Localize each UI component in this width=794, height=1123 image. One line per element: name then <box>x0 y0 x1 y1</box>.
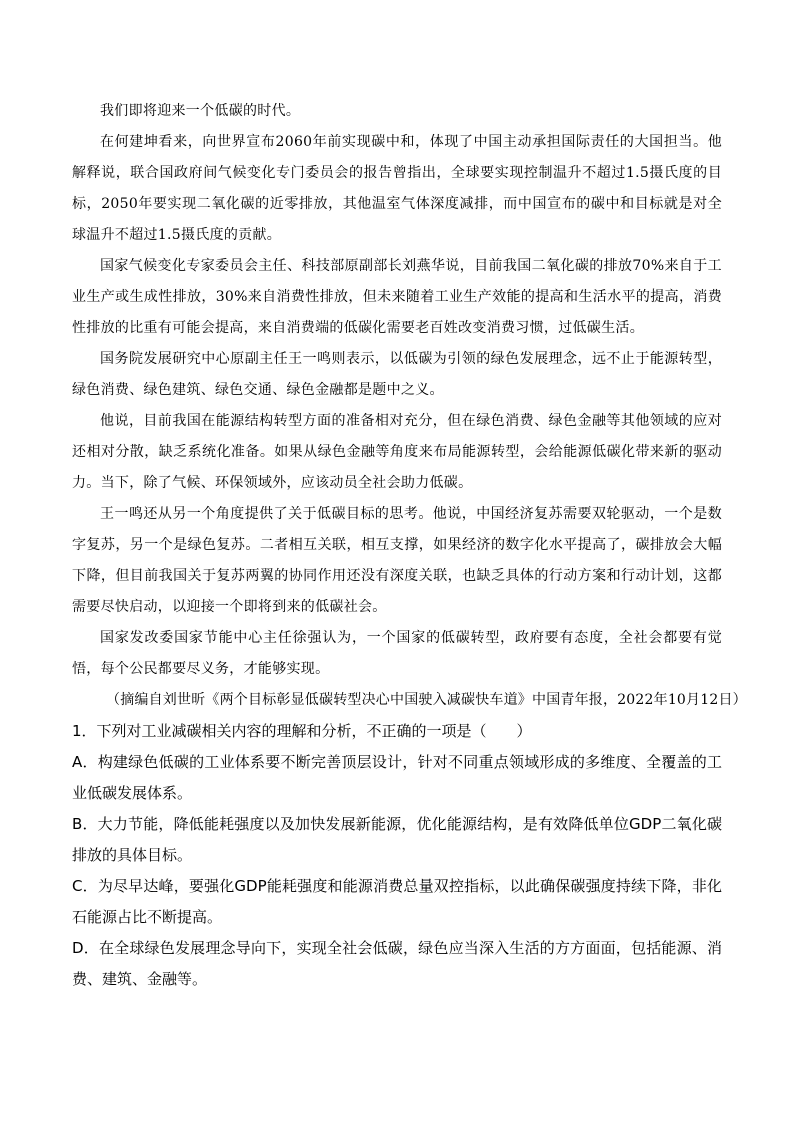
option-a: A．构建绿色低碳的工业体系要不断完善顶层设计，针对不同重点领域形成的多维度、全覆盖的工业低碳发展体系。 <box>72 753 722 802</box>
question-stem: 1．下列对工业减碳相关内容的理解和分析，不正确的一项是（ ） <box>72 722 532 740</box>
article-paragraph: 国家气候变化专家委员会主任、科技部原副部长刘燕华说，目前我国二氧化碳的排放70%来自于工业生产或生成性排放，30%来自消费性排放，但未来随着工业生产效能的提高和生活水平的提高，消费性排放的比重有可能会提高，来自消费端的低碳化需要老百姓改变消费习惯，过低碳生活。 <box>72 258 722 336</box>
option-b: B．大力节能，降低能耗强度以及加快发展新能源，优化能源结构，是有效降低单位GDP二氧化碳排放的具体目标。 <box>72 815 722 864</box>
article-paragraph: 在何建坤看来，向世界宣布2060年前实现碳中和，体现了中国主动承担国际责任的大国担当。他解释说，联合国政府间气候变化专门委员会的报告曾指出，全球要实现控制温升不超过1.5摄氏度的目标，2050年要实现二氧化碳的近零排放，其他温室气体深度减排，而中国宣布的碳中和目标就是对全球温升不超过1.5摄氏度的贡献。 <box>72 134 722 243</box>
article-paragraph: 我们即将迎来一个低碳的时代。 <box>100 103 301 119</box>
option-d: D．在全球绿色发展理念导向下，实现全社会低碳，绿色应当深入生活的方方面面，包括能源、消费、建筑、金融等。 <box>72 939 722 988</box>
article-source: （摘编自刘世昕《两个目标彰显低碳转型决心中国驶入减碳快车道》中国青年报，2022年10月12日） <box>106 692 747 708</box>
article-paragraph: 王一鸣还从另一个角度提供了关于低碳目标的思考。他说，中国经济复苏需要双轮驱动，一个是数字复苏，另一个是绿色复苏。二者相互关联，相互支撑，如果经济的数字化水平提高了，碳排放会大幅下降，但目前我国关于复苏两翼的协同作用还没有深度关联，也缺乏具体的行动方案和行动计划，这都需要尽快启动，以迎接一个即将到来的低碳社会。 <box>72 506 722 615</box>
option-c: C．为尽早达峰，要强化GDP能耗强度和能源消费总量双控指标，以此确保碳强度持续下降，非化石能源占比不断提高。 <box>72 877 722 926</box>
question-block <box>72 716 722 995</box>
article-paragraph: 国家发改委国家节能中心主任徐强认为，一个国家的低碳转型，政府要有态度，全社会都要有觉悟，每个公民都要尽义务，才能够实现。 <box>72 630 722 677</box>
article-paragraph: 他说，目前我国在能源结构转型方面的准备相对充分，但在绿色消费、绿色金融等其他领域的应对还相对分散，缺乏系统化准备。如果从绿色金融等角度来布局能源转型，会给能源低碳化带来新的驱动力。当下，除了气候、环保领域外，应该动员全社会助力低碳。 <box>72 413 722 491</box>
article-body <box>72 96 747 716</box>
article-paragraph: 国务院发展研究中心原副主任王一鸣则表示，以低碳为引领的绿色发展理念，远不止于能源转型，绿色消费、绿色建筑、绿色交通、绿色金融都是题中之义。 <box>72 351 722 398</box>
document-page <box>72 96 747 995</box>
